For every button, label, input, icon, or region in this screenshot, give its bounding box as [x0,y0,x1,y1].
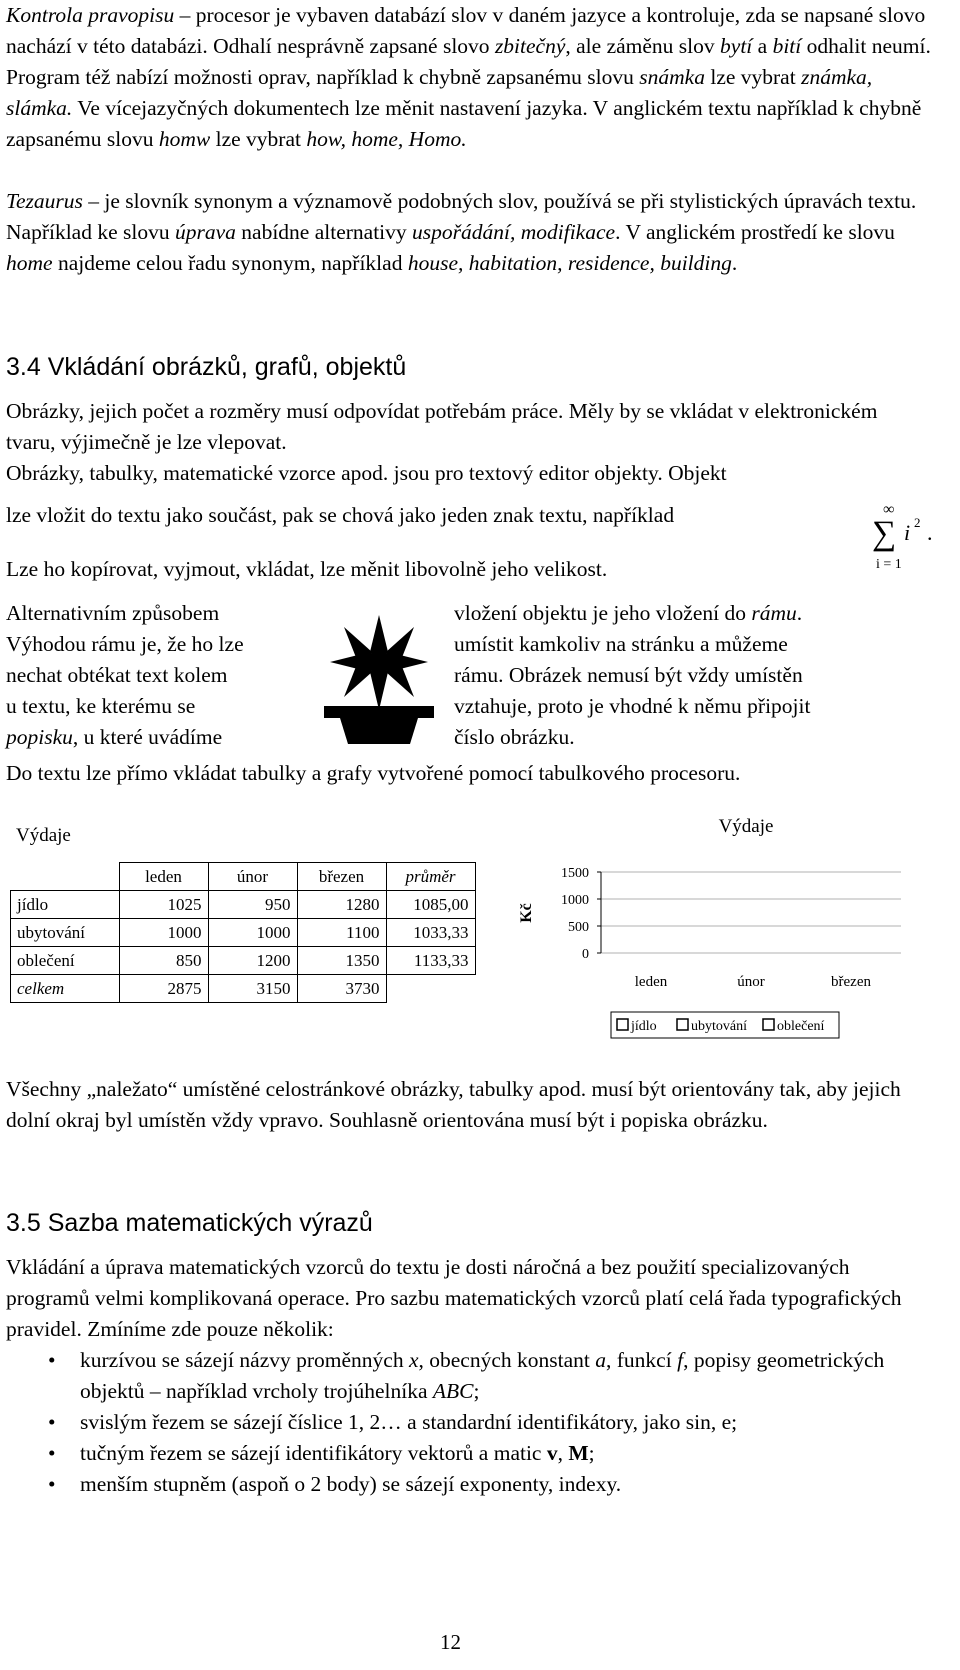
row-label: oblečení [11,947,120,975]
legend-swatch [763,1019,774,1030]
text-run: vložení objektu je jeho vložení do [454,601,752,625]
text-run: odhalit neumí. Program též nabízí možnosti oprav, například k chybně zapsanému slovu [6,34,931,89]
rules-list [6,1345,931,1500]
term-thesaurus: Tezaurus [6,189,83,213]
table-cell: 1000 [208,919,297,947]
math-paragraph: Vkládání a úprava matematických vzorců do textu je dosti náročná a bez použití specializovaných programů velmi komplikovaná operace. Pro sazbu matematických vzorců platí celá řada typografických pravidel. Zmíníme zde pouze několik: [6,1255,902,1341]
expenses-chart [511,810,911,1050]
x-tick-label: únor [737,974,765,990]
sum-lower-limit: i = 1 [876,557,902,572]
table-header-row [11,863,476,891]
table-cell: 1025 [119,891,208,919]
text-run: Ve vícejazyčných dokumentech lze měnit nastavení jazyka. V anglickém textu například k chybně zapsanému slovu [6,96,922,151]
example-word: homw [158,127,211,151]
table-row [11,891,476,919]
legend-swatch [677,1019,688,1030]
objects-paragraph: Obrázky, tabulky, matematické vzorce apod. jsou pro textový editor objekty. Objekt [6,461,727,485]
term-spellcheck: Kontrola pravopisu [6,3,175,27]
list-item: • tučným řezem se sázejí identifikátory vektorů a matic v, M; [48,1441,595,1465]
legend-label: oblečení [777,1019,825,1034]
legend-swatch [617,1019,628,1030]
text-run: , popisy geometrických objektů – například vrcholy trojúhelníka [80,1348,885,1403]
term-popisek: popisku [6,725,73,749]
sum-upper-limit: ∞ [883,501,895,518]
text-run: , u které uvádíme [72,725,223,749]
header-cell: leden [119,863,208,891]
math-var: a [595,1348,607,1372]
example-word: home [6,251,53,275]
chart-title: Výdaje [718,816,774,837]
header-cell: průměr [386,863,475,891]
float-right-line: číslo obrázku. [454,725,575,749]
float-left-line: u textu, ke kterému se [6,694,196,718]
table-cell: 2875 [119,975,208,1003]
math-var: ABC [432,1379,474,1403]
section-heading-3-5: 3.5 Sazba matematických výrazů [6,1209,373,1237]
table-row [11,919,476,947]
sum-variable: i [904,520,911,545]
float-left-column [6,598,306,753]
table-cell: 1280 [297,891,386,919]
text-run: ; [473,1379,480,1403]
float-right-line: rámu. Obrázek nemusí být vždy umístěn [454,663,803,687]
float-left-line: Výhodou rámu je, že ho lze [6,632,244,656]
table-cell: 1000 [119,919,208,947]
y-tick-label: 1500 [561,866,589,881]
text-run: – procesor je vybaven databází slov v daném jazyce a kontroluje, zda se napsané slovo nachází v této databázi. Odhalí nesprávně zapsané slovo [6,3,926,58]
math-vector: v [546,1441,558,1465]
expenses-table [10,862,476,1003]
example-word: uspořádání, modifikace [412,220,616,244]
term-ram: rámu [751,601,797,625]
y-tick-label: 500 [568,920,589,935]
table-cell: 1033,33 [386,919,475,947]
sum-formula [872,501,942,572]
header-cell: březen [297,863,386,891]
row-label: ubytování [11,919,120,947]
objects-paragraph-line2: lze vložit do textu jako součást, pak se chová jako jeden znak textu, například [6,503,675,527]
section-heading-3-4: 3.4 Vkládání obrázků, grafů, objektů [6,353,407,381]
float-right-column [454,598,934,753]
landscape-paragraph: Všechny „naležato“ umístěné celostránkové obrázky, tabulky apod. musí být orientovány tak, aby jejich dolní okraj byl umístěn vždy vpravo. Souhlasně orientována musí být i popiska obrázku. [6,1077,901,1132]
text-run: svislým řezem se sázejí číslice 1, 2… a standardní identifikátory, jako sin, e; [80,1410,738,1434]
table-cell: 1133,33 [386,947,475,975]
page-number: 12 [440,1630,461,1654]
x-tick-label: leden [634,974,668,990]
legend-label: ubytování [691,1019,747,1034]
float-left-line: Alternativním způsobem [6,601,220,625]
images-paragraph: Obrázky, jejich počet a rozměry musí odpovídat potřebám práce. Měly by se vkládat v elektronickém tvaru, výjimečně je lze vlepovat. [6,399,878,454]
header-cell: únor [208,863,297,891]
sigma-symbol: ∑ [872,515,897,552]
row-label: celkem [11,975,120,1003]
math-var: x [408,1348,419,1372]
math-matrix: M [568,1441,589,1465]
float-right-line: vztahuje, proto je vhodné k němu připojit [454,694,811,718]
text-run: , [557,1441,569,1465]
text-run: kurzívou se sázejí názvy proměnných [80,1348,409,1372]
tables-paragraph: Do textu lze přímo vkládat tabulky a grafy vytvořené pomocí tabulkového procesoru. [6,761,741,785]
example-word: zbitečný [494,34,566,58]
example-word: úprava [174,220,236,244]
chart-svg [511,810,911,1050]
float-right-line: umístit kamkoliv na stránku a můžeme [454,632,788,656]
table-cell: 1200 [208,947,297,975]
list-item: • svislým řezem se sázejí číslice 1, 2… a standardní identifikátory, jako sin, e; [48,1410,738,1434]
copy-paragraph: Lze ho kopírovat, vyjmout, vkládat, lze měnit libovolně jeho velikost. [6,557,608,581]
example-word: bytí [720,34,753,58]
x-tick-label: březen [831,974,871,990]
expenses-table-title: Výdaje [16,825,71,846]
table-row [11,947,476,975]
text-run: . [796,601,803,625]
text-run: . [731,251,738,275]
table-cell: 1085,00 [386,891,475,919]
y-tick-label: 0 [582,947,589,962]
text-run: , funkcí [606,1348,678,1372]
table-cell: 950 [208,891,297,919]
list-item: • menším stupněm (aspoň o 2 body) se sázejí exponenty, indexy. [48,1472,622,1496]
example-word: bití [772,34,802,58]
sum-end-dot: . [927,520,933,545]
sum-exponent: 2 [914,515,921,530]
text-run: lze vybrat [704,65,802,89]
table-cell: 3150 [208,975,297,1003]
table-cell: 1100 [297,919,386,947]
text-run: ; [588,1441,595,1465]
spellcheck-paragraph [6,0,931,155]
text-run: menším stupněm (aspoň o 2 body) se sázejí exponenty, indexy. [80,1472,622,1496]
thesaurus-paragraph [6,186,931,279]
text-run: najdeme celou řadu synonym, například [52,251,408,275]
flower-pot-icon [314,610,444,750]
text-run: tučným řezem se sázejí identifikátory vektorů a matic [80,1441,547,1465]
legend-label: jídlo [631,1019,657,1034]
float-left-line [6,722,306,753]
table-cell: 1350 [297,947,386,975]
text-run: lze vybrat [210,127,307,151]
example-word: how, home, Homo. [306,127,467,151]
y-axis-label: Kč [518,903,535,923]
example-word: snámka [639,65,705,89]
table-cell: 3730 [297,975,386,1003]
list-item: • kurzívou se sázejí názvy proměnných x, obecných konstant a, funkcí f, popisy geometrických objektů – například vrcholy trojúhelníka ABC; [48,1348,885,1403]
math-var: f [677,1348,684,1372]
text-run: , obecných konstant [418,1348,596,1372]
text-run: . V anglickém prostředí ke slovu [615,220,895,244]
example-word: známka, slámka. [6,65,873,120]
float-left-line: nechat obtékat text kolem [6,663,228,687]
example-word: house, habitation, residence, building [407,251,732,275]
y-tick-label: 1000 [561,893,589,908]
table-cell: 850 [119,947,208,975]
table-total-row [11,975,476,1003]
text-run: a [752,34,773,58]
text-run: , ale záměnu slov [565,34,721,58]
float-right-line [454,598,934,629]
row-label: jídlo [11,891,120,919]
text-run: – je slovník synonym a významově podobných slov, používá se při stylistických úpravách textu. Například ke slovu [6,189,917,244]
text-run: nabídne alternativy [235,220,413,244]
